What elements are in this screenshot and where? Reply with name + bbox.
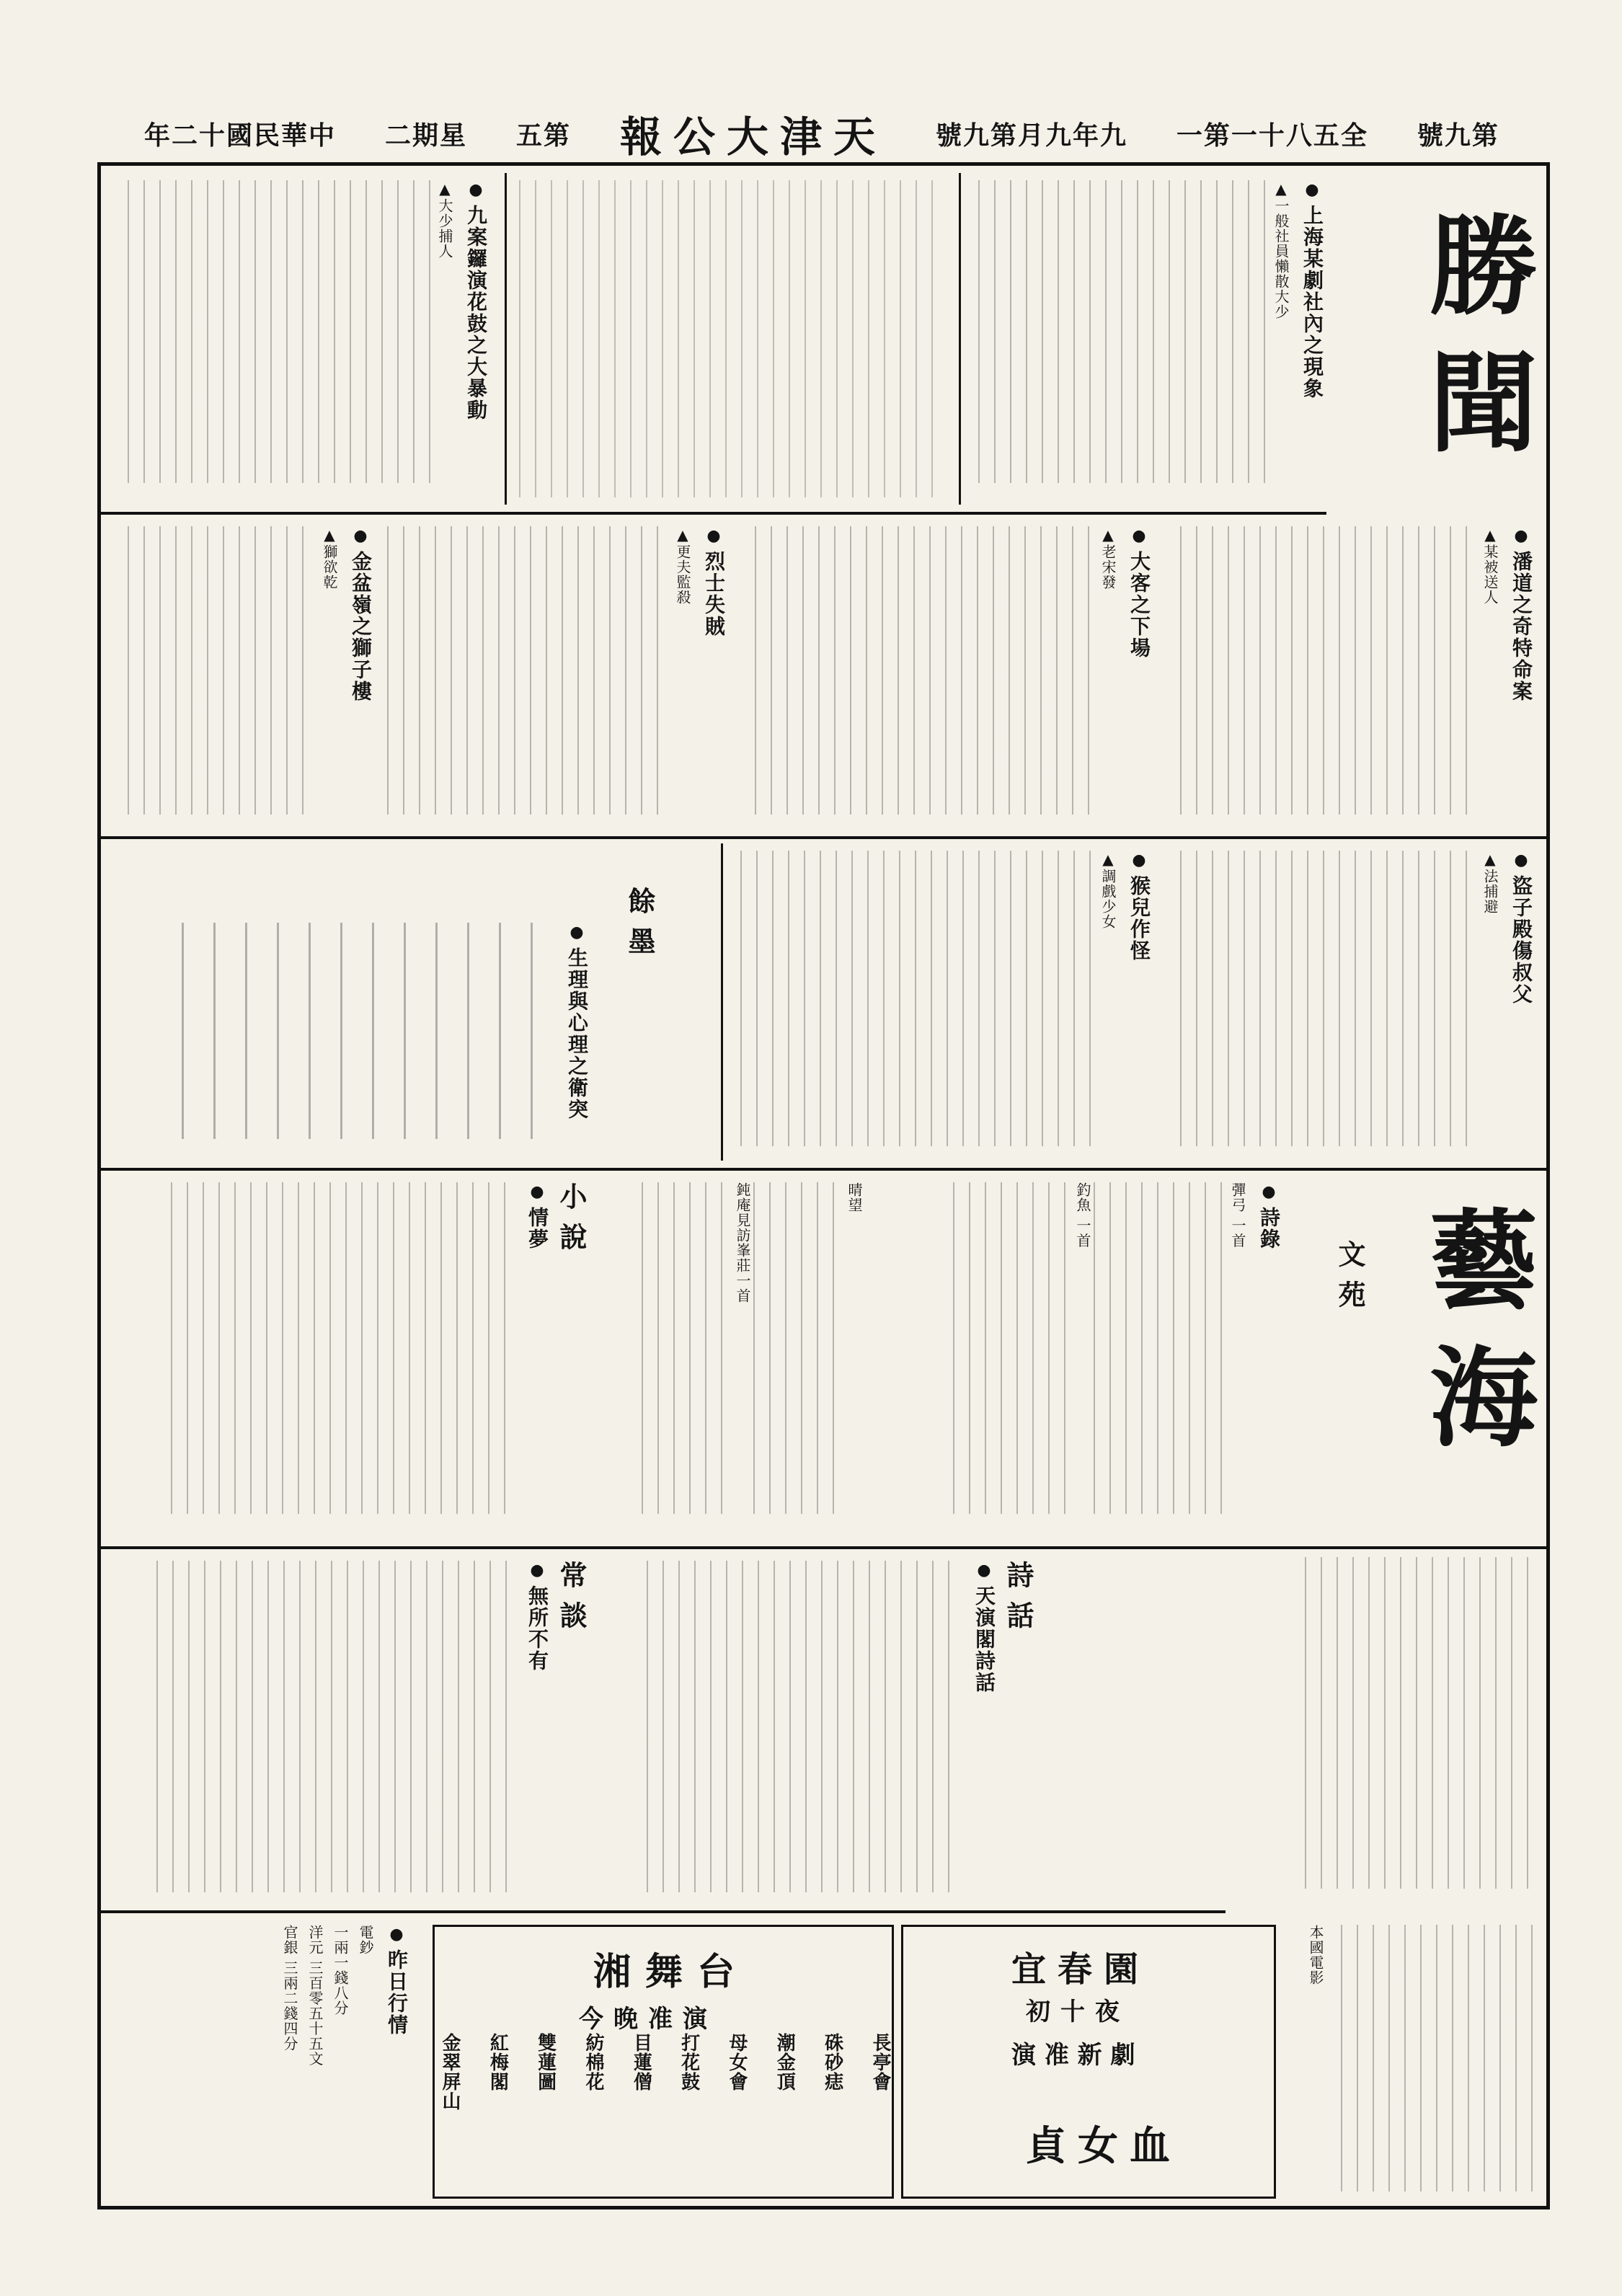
masthead-issue: 一第一十八五全 <box>1176 120 1368 151</box>
article-8 <box>735 851 1153 1153</box>
poem-2-body <box>953 1182 1068 1514</box>
article-5-headline: ● 烈士失賊 <box>699 526 728 822</box>
poetry-talk-body <box>647 1561 964 1892</box>
market-block <box>108 1925 411 2199</box>
divider-row-5 <box>101 1910 1226 1913</box>
theater-1-name: 宜春園 <box>1011 1949 1151 1990</box>
novel-label: 小說 <box>555 1182 588 1263</box>
article-5 <box>389 526 728 822</box>
article-2-headline: ● 九案鑼演花鼓之大暴動 <box>461 180 490 497</box>
masthead-left: 號九第 <box>1417 120 1499 151</box>
article-2-sub: ▲大少捕人 <box>436 180 453 259</box>
article-5-body <box>387 526 668 815</box>
article-3-headline: ● 潘道之奇特命案 <box>1507 526 1535 822</box>
article-4 <box>750 526 1153 822</box>
masthead-date: 號九第月九年九 <box>935 120 1127 151</box>
poem-3-title: 晴望 <box>846 1182 863 1213</box>
arts-right-body <box>1305 1557 1535 1889</box>
poetry-title: ● 詩錄 <box>1254 1182 1283 1528</box>
theater-1-note: 本國電影 <box>1307 1925 1324 1985</box>
masthead-page: 五第 <box>515 120 571 151</box>
novel-body <box>171 1182 517 1514</box>
misc-talk-block <box>130 1561 591 1900</box>
divider-row-3 <box>101 1168 1546 1171</box>
market-title: ● 昨日行情 <box>382 1925 411 2199</box>
program-8: 雙蓮圖 <box>534 2033 557 2091</box>
right-bottom-column <box>1334 1925 1535 2199</box>
market-line-4: 官銀 三兩二錢四分 <box>281 1925 298 2052</box>
program-5: 打花鼓 <box>678 2033 700 2091</box>
poem-2-title: 釣魚 一首 <box>1074 1182 1091 1249</box>
poem-1-title: 彈弓 一首 <box>1229 1182 1246 1249</box>
arts-right-column <box>1298 1557 1535 1896</box>
poem-3-body <box>753 1182 840 1514</box>
article-3 <box>1175 526 1535 822</box>
poetry-talk-label: 詩話 <box>1002 1561 1034 1641</box>
section-title-arts: 藝海 <box>1411 1204 1538 1478</box>
misc-talk-label: 常談 <box>555 1561 588 1641</box>
program-4: 母女會 <box>725 2033 748 2091</box>
article-3-body <box>1180 526 1476 815</box>
article-7 <box>1175 851 1535 1153</box>
article-9-headline: ● 生理與心理之衛突 <box>562 923 591 1153</box>
poem-4-body <box>642 1182 728 1514</box>
page-frame <box>97 162 1550 2209</box>
section-title-news: 勝聞 <box>1411 209 1538 483</box>
article-3-sub: ▲某被送人 <box>1481 526 1499 605</box>
article-4-body <box>755 526 1094 815</box>
article-8-sub: ▲調戲少女 <box>1099 851 1117 929</box>
article-2-body <box>128 180 430 483</box>
article-7-body <box>1180 851 1476 1146</box>
article-9 <box>144 923 591 1153</box>
article-7-sub: ▲法捕避 <box>1481 851 1499 914</box>
article-8-body <box>740 851 1094 1146</box>
article-2 <box>130 180 490 497</box>
right-bottom-body <box>1341 1925 1535 2191</box>
theater-1-show: 演 准 新 劇 <box>1011 2041 1135 2070</box>
theater-1-note-col <box>1283 1925 1326 2199</box>
program-9: 紅梅閣 <box>487 2033 509 2091</box>
article-7-headline: ● 盜子殿傷叔父 <box>1507 851 1535 1153</box>
market-line-1: 電鈔 <box>357 1925 374 1955</box>
article-6-sub: ▲獅欲乾 <box>321 526 338 590</box>
program-1: 長亭會 <box>869 2033 891 2091</box>
article-8-headline: ● 猴兒作怪 <box>1125 851 1153 1153</box>
theater-ad-1 <box>901 1925 1276 2199</box>
divider-col-1b <box>959 173 961 505</box>
novel-block <box>130 1182 591 1528</box>
poetry-block <box>879 1182 1283 1528</box>
theater-2-name: 湘舞台 <box>593 1950 750 1994</box>
divider-col-1a <box>505 173 507 505</box>
article-1-continued <box>519 180 944 497</box>
article-1-body <box>978 180 1267 483</box>
poetry-block-2 <box>606 1182 865 1528</box>
article-6-headline: ● 金盆嶺之獅子樓 <box>346 526 375 822</box>
misc-talk-title: ● 無所不有 <box>523 1561 551 1900</box>
newspaper-title: 報公大津天 <box>619 112 887 161</box>
article-6-body <box>128 526 315 815</box>
poetry-talk-title: ● 天演閣詩話 <box>970 1561 998 1900</box>
article-1 <box>973 180 1326 497</box>
divider-row-2 <box>101 836 1546 839</box>
poem-4-title: 鈍庵見訪峯莊一首 <box>734 1182 751 1303</box>
divider-row-1 <box>101 512 1326 515</box>
masthead <box>144 108 1499 159</box>
masthead-weekday: 二期星 <box>384 120 467 151</box>
poem-1-body <box>1094 1182 1223 1514</box>
article-4-headline: ● 大客之下場 <box>1125 526 1153 822</box>
misc-label: 餘墨 <box>624 887 656 967</box>
theater-2-tonight: 今晚准演 <box>579 2005 717 2034</box>
program-6: 目蓮僧 <box>630 2033 652 2091</box>
divider-row-4 <box>101 1546 1546 1549</box>
program-3: 潮金頂 <box>774 2033 796 2091</box>
article-6 <box>130 526 375 822</box>
market-line-2: 一兩一錢八分 <box>332 1925 349 2016</box>
article-1-headline: ● 上海某劇社內之現象 <box>1298 180 1326 497</box>
article-4-sub: ▲老宋發 <box>1099 526 1117 590</box>
article-9-body <box>182 923 557 1139</box>
article-5-sub: ▲更夫監殺 <box>674 526 691 605</box>
theater-1-tonight: 初十夜 <box>1026 1998 1130 2026</box>
masthead-year: 年二十國民華中 <box>144 120 337 151</box>
article-1-sub: ▲一般社員懶散大少 <box>1272 180 1290 319</box>
divider-col-3 <box>721 843 723 1161</box>
arts-label: 文苑 <box>1334 1240 1366 1321</box>
novel-title: ● 情夢 <box>523 1182 551 1528</box>
misc-talk-body <box>156 1561 517 1892</box>
poetry-talk-block <box>606 1561 1038 1900</box>
theater-programs <box>433 2033 894 2191</box>
program-7: 紡棉花 <box>582 2033 604 2091</box>
program-10: 金翠屏山 <box>439 2033 461 2111</box>
theater-1-play: 貞女血 <box>1026 2122 1182 2170</box>
program-2: 硃砂痣 <box>821 2033 843 2091</box>
market-line-3: 洋元 三百零五十五文 <box>306 1925 324 2067</box>
